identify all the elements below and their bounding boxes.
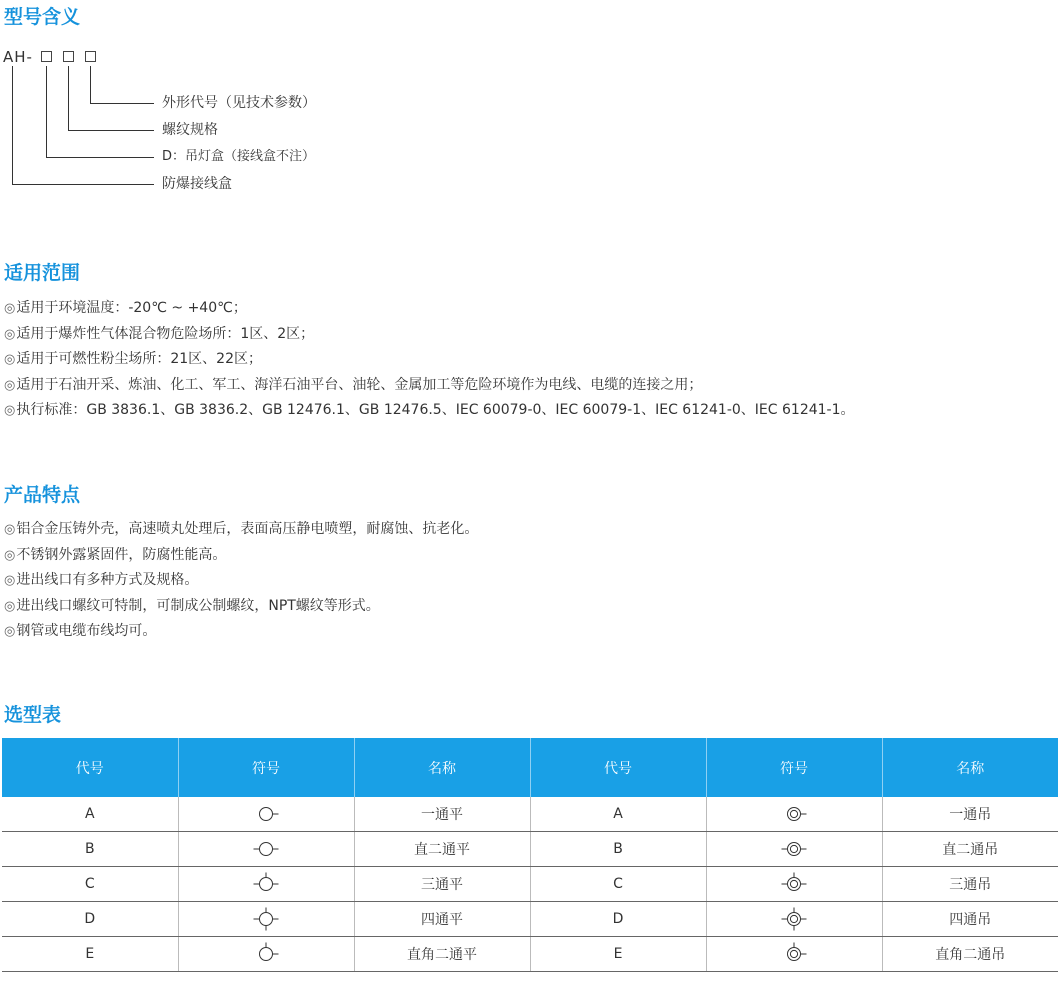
scope-list — [4, 296, 855, 424]
straight-two-way-flat-symbol-icon — [251, 837, 281, 861]
features-title: 产品特点 — [4, 484, 81, 506]
cell-symbol — [706, 797, 882, 832]
model-label-thread-spec: 螺纹规格 — [162, 122, 218, 138]
cell-code: B — [2, 832, 178, 867]
four-way-flat-symbol-icon — [251, 907, 281, 931]
cell-name: 一通吊 — [882, 797, 1058, 832]
cell-name: 四通平 — [354, 902, 530, 937]
cell-name: 三通吊 — [882, 867, 1058, 902]
list-item: ◎进出线口有多种方式及规格。 — [4, 572, 199, 588]
table-row — [2, 832, 1058, 867]
cell-code: C — [530, 867, 706, 902]
header-symbol: 符号 — [178, 738, 354, 797]
cell-name: 四通吊 — [882, 902, 1058, 937]
model-label-shape-code: 外形代号（见技术参数） — [162, 95, 316, 111]
cell-code: E — [530, 937, 706, 972]
list-item: ◎铝合金压铸外壳，高速喷丸处理后，表面高压静电喷塑，耐腐蚀、抗老化。 — [4, 521, 479, 537]
three-way-pendant-symbol-icon — [779, 872, 809, 896]
cell-code: C — [2, 867, 178, 902]
bullet-icon: ◎ — [4, 403, 16, 418]
three-way-flat-symbol-icon — [251, 872, 281, 896]
cell-symbol — [706, 867, 882, 902]
scope-title: 适用范围 — [4, 262, 81, 284]
cell-name: 直角二通平 — [354, 937, 530, 972]
cell-symbol — [178, 902, 354, 937]
cell-code: D — [2, 902, 178, 937]
cell-symbol — [178, 867, 354, 902]
bullet-icon: ◎ — [4, 624, 16, 639]
cell-name: 直角二通吊 — [882, 937, 1058, 972]
list-item: ◎进出线口螺纹可特制，可制成公制螺纹，NPT螺纹等形式。 — [4, 597, 380, 614]
list-item: ◎钢管或电缆布线均可。 — [4, 623, 157, 639]
cell-symbol — [706, 937, 882, 972]
cell-name: 三通平 — [354, 867, 530, 902]
bullet-icon: ◎ — [4, 352, 16, 367]
cell-name: 直二通平 — [354, 832, 530, 867]
cell-symbol — [178, 797, 354, 832]
table-row — [2, 867, 1058, 902]
header-name: 名称 — [882, 738, 1058, 797]
cell-code: A — [530, 797, 706, 832]
list-item: ◎适用于石油开采、炼油、化工、军工、海洋石油平台、油轮、金属加工等危险环境作为电线、电缆的连接之用； — [4, 376, 703, 393]
one-way-pendant-symbol-icon — [779, 802, 809, 826]
code-box-2 — [63, 51, 74, 62]
model-code-prefix: AH- — [3, 48, 33, 66]
cell-code: B — [530, 832, 706, 867]
cell-name: 直二通吊 — [882, 832, 1058, 867]
model-label-pendant-box: D：吊灯盒（接线盒不注） — [162, 149, 316, 164]
bullet-icon: ◎ — [4, 326, 16, 342]
cell-code: D — [530, 902, 706, 937]
one-way-flat-symbol-icon — [251, 802, 281, 826]
list-item: ◎执行标准：GB 3836.1、GB 3836.2、GB 12476.1、GB 12476.5、IEC 60079-0、IEC 60079-1、IEC 61241-0、IEC 61241-1。 — [4, 402, 855, 418]
cell-code: A — [2, 797, 178, 832]
list-item: ◎适用于环境温度：-20℃ ~ +40℃； — [4, 300, 247, 316]
header-symbol: 符号 — [706, 738, 882, 797]
model-label-junction-box: 防爆接线盒 — [162, 176, 232, 192]
right-angle-two-way-pendant-symbol-icon — [779, 942, 809, 966]
cell-symbol — [178, 937, 354, 972]
model-meaning-title: 型号含义 — [4, 6, 81, 28]
table-header-row — [2, 738, 1058, 797]
bullet-icon: ◎ — [4, 598, 16, 614]
header-code: 代号 — [530, 738, 706, 797]
cell-symbol — [706, 902, 882, 937]
table-row — [2, 902, 1058, 937]
list-item: ◎适用于可燃性粉尘场所：21区、22区； — [4, 351, 262, 367]
code-box-1 — [41, 51, 52, 62]
cell-name: 一通平 — [354, 797, 530, 832]
right-angle-two-way-flat-symbol-icon — [251, 942, 281, 966]
bullet-icon: ◎ — [4, 573, 16, 588]
cell-symbol — [178, 832, 354, 867]
features-list — [4, 517, 478, 645]
four-way-pendant-symbol-icon — [779, 907, 809, 931]
table-row — [2, 797, 1058, 832]
table-row — [2, 937, 1058, 972]
bullet-icon: ◎ — [4, 522, 16, 537]
selection-title: 选型表 — [4, 704, 62, 726]
list-item: ◎不锈钢外露紧固件，防腐性能高。 — [4, 546, 227, 563]
cell-symbol — [706, 832, 882, 867]
header-name: 名称 — [354, 738, 530, 797]
list-item: ◎适用于爆炸性气体混合物危险场所：1区、2区； — [4, 325, 315, 342]
header-code: 代号 — [2, 738, 178, 797]
straight-two-way-pendant-symbol-icon — [779, 837, 809, 861]
bullet-icon: ◎ — [4, 547, 16, 563]
selection-table — [2, 738, 1058, 972]
code-box-3 — [85, 51, 96, 62]
cell-code: E — [2, 937, 178, 972]
bullet-icon: ◎ — [4, 301, 16, 316]
bullet-icon: ◎ — [4, 377, 16, 393]
